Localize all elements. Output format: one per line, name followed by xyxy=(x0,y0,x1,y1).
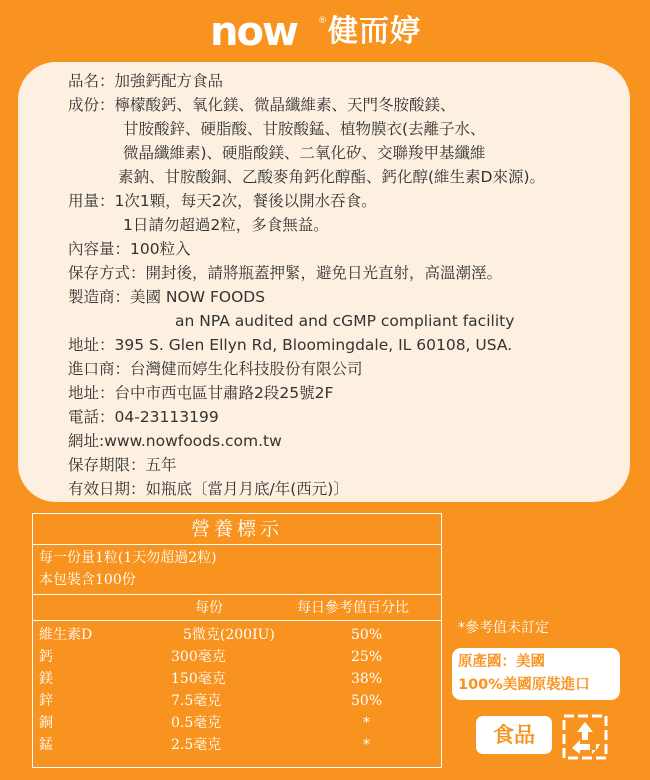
nutrient-amount: 150毫克 xyxy=(171,671,226,687)
usage-line-2: 1日請勿超過2粒，多食無益。 xyxy=(123,216,329,234)
manufacturer: 製造商：美國 NOW FOODS xyxy=(68,288,266,306)
recycle-icon xyxy=(562,714,608,760)
expiry-date: 有效日期：如瓶底〔當月月底/年(西元)〕 xyxy=(68,480,349,498)
nutrient-name: 鈣 xyxy=(39,649,53,665)
nutrient-amount: 5微克(200IU) xyxy=(183,627,275,643)
servings-per-package: 本包裝含100份 xyxy=(39,572,136,588)
nutrition-facts-table xyxy=(32,513,442,768)
importer-address: 地址：台中市西屯區甘肅路2段25號2F xyxy=(68,384,334,402)
nutrient-amount: 7.5毫克 xyxy=(171,693,222,709)
shelf-life: 保存期限：五年 xyxy=(68,456,177,474)
brand-name-cn: 健而婷 xyxy=(328,14,421,49)
nutrient-name: 鋅 xyxy=(39,693,53,709)
ingredients-line-4: 素鈉、甘胺酸銅、乙酸麥角鈣化醇酯、鈣化醇(維生素D來源)。 xyxy=(118,168,546,186)
nutrient-amount: 0.5毫克 xyxy=(171,715,222,731)
nutrient-daily-value: * xyxy=(363,715,370,731)
manufacturer-address: 地址：395 S. Glen Ellyn Rd, Bloomingdale, IL 60108, USA. xyxy=(68,336,513,354)
col-header-daily-value: 每日參考值百分比 xyxy=(297,600,409,616)
nutrient-amount: 300毫克 xyxy=(171,649,226,665)
table-divider xyxy=(33,620,441,621)
content-amount: 內容量：100粒入 xyxy=(68,240,191,258)
col-header-amount: 每份 xyxy=(195,600,223,616)
nutrient-name: 銅 xyxy=(39,715,53,731)
ingredients-line-1: 成份：檸檬酸鈣、氧化鎂、微晶纖維素、天門冬胺酸鎂、 xyxy=(68,96,456,114)
nutrient-amount: 2.5毫克 xyxy=(171,737,222,753)
brand-logo xyxy=(0,10,650,54)
product-info-panel xyxy=(18,62,630,502)
origin-country: 原產國：美國 xyxy=(458,654,545,670)
nutrient-daily-value: * xyxy=(363,737,370,753)
nutrient-name: 維生素D xyxy=(39,627,93,643)
nutrient-daily-value: 50% xyxy=(351,693,383,709)
storage-method: 保存方式：開封後，請將瓶蓋押緊，避免日光直射，高溫潮溼。 xyxy=(68,264,503,282)
table-divider xyxy=(33,594,441,595)
food-label-badge: 食品 xyxy=(476,716,552,754)
product-name: 品名：加強鈣配方食品 xyxy=(68,72,224,90)
nutrient-name: 鎂 xyxy=(39,671,53,687)
reference-note: *參考值未訂定 xyxy=(458,620,549,636)
website: 網址:www.nowfoods.com.tw xyxy=(68,432,282,450)
ingredients-line-2: 甘胺酸鋅、硬脂酸、甘胺酸錳、植物膜衣(去離子水、 xyxy=(123,120,486,138)
nutrient-daily-value: 25% xyxy=(351,649,383,665)
phone: 電話：04-23113199 xyxy=(68,408,219,426)
ingredients-line-3: 微晶纖維素)、硬脂酸鎂、二氧化矽、交聯羧甲基纖維 xyxy=(123,144,486,162)
origin-badge xyxy=(452,648,620,700)
serving-size: 每一份量1粒(1天勿超過2粒) xyxy=(39,550,217,566)
importer: 進口商：台灣健而婷生化科技股份有限公司 xyxy=(68,360,363,378)
usage-line-1: 用量：1次1顆，每天2次，餐後以開水吞食。 xyxy=(68,192,377,210)
now-logo-mark: now xyxy=(210,9,297,55)
nutrient-daily-value: 50% xyxy=(351,627,383,643)
manufacturer-facility: an NPA audited and cGMP compliant facility xyxy=(175,312,515,330)
origin-import: 100%美國原裝進口 xyxy=(458,677,590,693)
nutrient-daily-value: 38% xyxy=(351,671,383,687)
nutrient-name: 錳 xyxy=(39,737,53,753)
nutrition-title: 營養標示 xyxy=(33,514,441,545)
registered-mark: ® xyxy=(318,16,327,26)
